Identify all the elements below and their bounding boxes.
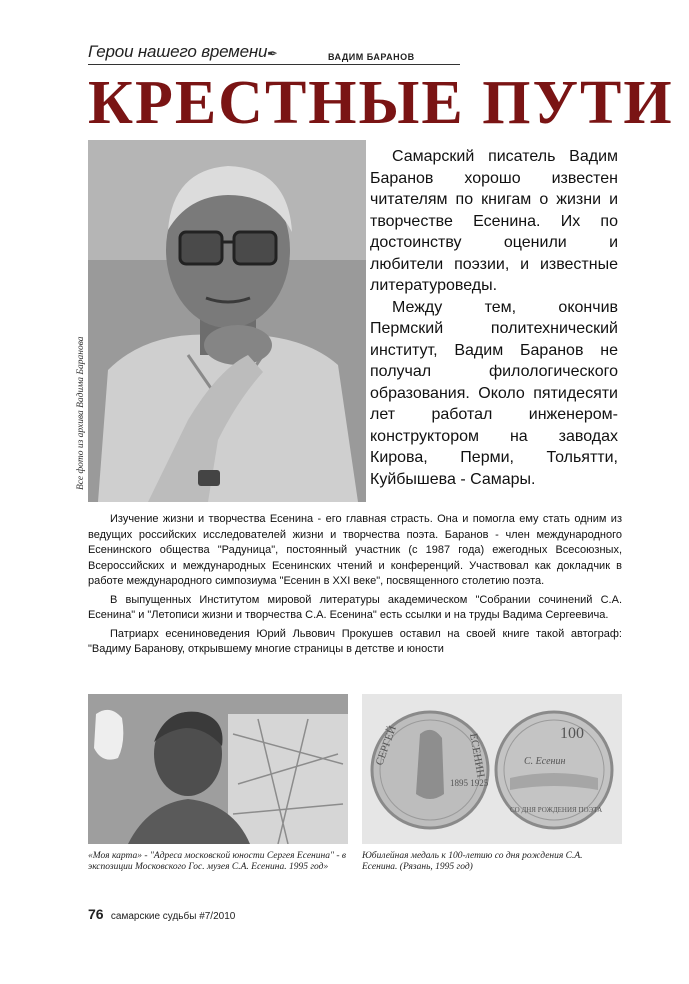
- medal-photo-caption: Юбилейная медаль к 100-летию со дня рождения С.А. Есенина. (Рязань, 1995 год): [362, 851, 583, 872]
- section-rubric: Герои нашего времени: [88, 42, 268, 61]
- bust-and-map-photo: [88, 694, 348, 844]
- medal-photo: [362, 694, 622, 844]
- article-headline: КРЕСТНЫЕ ПУТИ: [88, 69, 674, 137]
- author-byline: ВАДИМ БАРАНОВ: [328, 52, 415, 62]
- pen-icon: ✒: [267, 46, 278, 61]
- page-footer: [88, 906, 235, 922]
- magazine-issue: самарские судьбы #7/2010: [110, 911, 236, 922]
- photo-credit: [64, 150, 86, 490]
- medal-right-bottom-text: СО ДНЯ РОЖДЕНИЯ ПОЭТА: [510, 806, 603, 814]
- bust-illustration: [88, 694, 348, 844]
- bust-photo-caption: «Моя карта» - "Адреса московской юности Сергея Есенина" - в экспозиции Московского Гос. музея С.А. Есенина. 1995 год»: [88, 851, 346, 872]
- lead-paragraph: Между тем, окончив Пермский политехнический институт, Вадим Баранов не получал филологического образования. Около пятидесяти лет работал инженером-конструктором на заводах Кирова, Перми, Тольятти, Куйбышева - Самары.: [370, 298, 618, 488]
- lead-paragraphs: [370, 146, 618, 490]
- author-portrait-photo: [88, 140, 366, 502]
- body-paragraph: Патриарх есениноведения Юрий Львович Прокушев оставил на своей книге такой автограф: "Вадиму Баранову, открывшему многие страницы в детстве и юности: [88, 627, 622, 655]
- body-paragraph: В выпущенных Институтом мировой литературы академическом "Собрании сочинений С.А. Есенина" и "Летописи жизни и творчества С.А. Есенина" есть ссылки и на труды Вадима Сергеевича.: [88, 593, 622, 621]
- photo-credit-text: Все фото из архива Вадима Баранова: [76, 336, 86, 490]
- medal-years-text: 1895 1925: [450, 778, 489, 788]
- medals-illustration: [362, 694, 622, 844]
- medal-left-top-text: СЕРГЕЙ: [373, 724, 399, 768]
- rubric-rule: [88, 64, 460, 65]
- medal-right-mid-text: С. Есенин: [524, 756, 566, 767]
- portrait-illustration: [88, 140, 366, 502]
- article-body: [88, 512, 622, 661]
- medal-left-bottom-text: ЕСЕНИН: [467, 732, 487, 779]
- medal-right-top-text: 100: [560, 725, 584, 742]
- page-number: 76: [88, 906, 104, 922]
- body-paragraph: Изучение жизни и творчества Есенина - его главная страсть. Она и помогла ему стать одним из ведущих российских исследователей жизни и творчества поэта. Баранов - член международного Есенинского общества "Радуница", постоянный участник (с 1987 года) ежегодных Всесоюзных, Всероссийских и международных Есенинских чтений и конференций. Участвовал как докладчик в работе международного симпозиума "Есенин в XXI веке", посвященного столетию поэта.: [88, 513, 622, 587]
- lead-paragraph: Самарский писатель Вадим Баранов хорошо известен читателям по книгам о жизни и творчестве Есенина. Их по достоинству оценили и любители поэзии, и известные литературоведы.: [370, 148, 618, 294]
